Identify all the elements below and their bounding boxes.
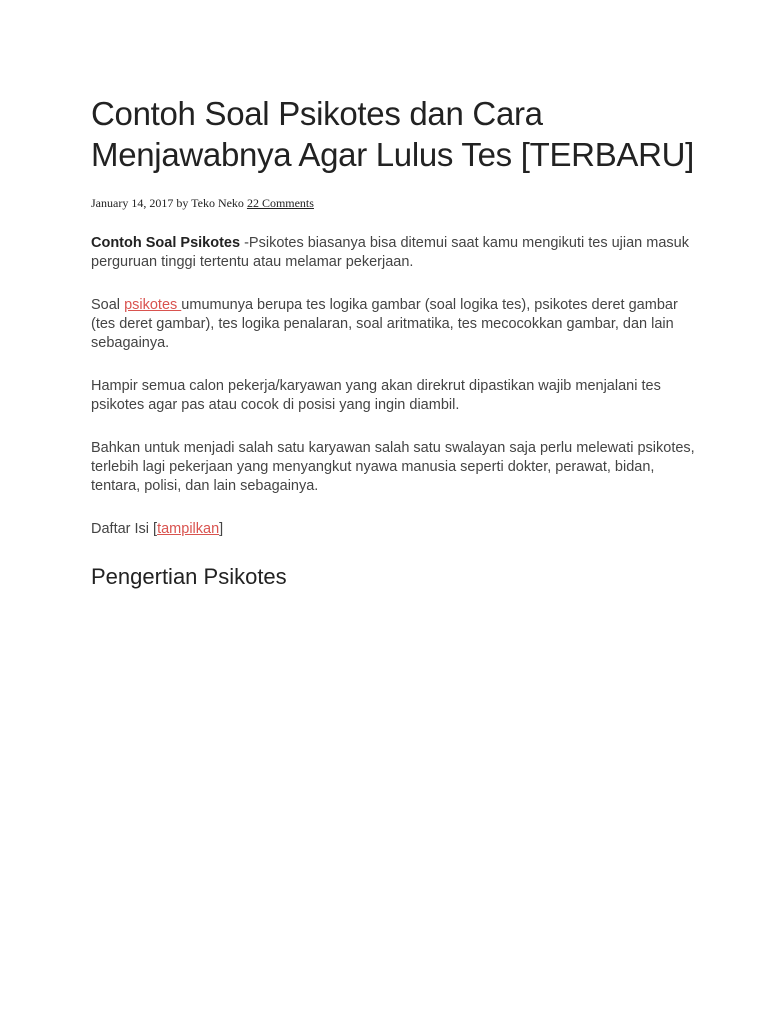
intro-text: -Psikotes biasanya bisa ditemui saat kamu mengikuti tes ujian masuk perguruan tinggi tertentu atau melamar pekerjaan. — [91, 235, 689, 270]
toc-show-link[interactable]: tampilkan — [157, 521, 220, 537]
paragraph-intro — [91, 234, 701, 272]
intro-bold-term: Contoh Soal Psikotes — [91, 235, 241, 251]
post-date: January 14, 2017 — [91, 196, 174, 210]
paragraph-candidates: Hampir semua calon pekerja/karyawan yang akan direkrut dipastikan wajib menjalani tes psikotes agar pas atau cocok di posisi yang ingin diambil. — [91, 378, 661, 413]
by-label: by — [176, 196, 189, 210]
post-meta — [91, 195, 701, 211]
table-of-contents — [91, 520, 701, 539]
article — [91, 93, 701, 591]
article-title: Contoh Soal Psikotes dan Cara Menjawabnya Agar Lulus Tes [TERBARU] — [91, 95, 695, 173]
section-heading: Pengertian Psikotes — [91, 564, 287, 589]
comments-link[interactable]: 22 Comments — [246, 196, 314, 210]
paragraph-types — [91, 296, 701, 353]
types-text-before: Soal — [91, 297, 125, 313]
toc-close-bracket: ] — [219, 521, 224, 537]
psikotes-link[interactable]: psikotes — [124, 297, 182, 313]
paragraph-professions: Bahkan untuk menjadi salah satu karyawan salah satu swalayan saja perlu melewati psikotes, terlebih lagi pekerjaan yang menyangkut nyawa manusia seperti dokter, perawat, bidan, tentara, polisi, dan lain sebagainya. — [91, 440, 695, 494]
types-text-after: umumunya berupa tes logika gambar (soal logika tes), psikotes deret gambar (tes deret gambar), tes logika penalaran, soal aritmatika, tes mecocokkan gambar, dan lain sebagainya. — [91, 297, 678, 351]
post-author: Teko Neko — [191, 196, 244, 210]
toc-label: Daftar Isi [ — [91, 521, 158, 537]
